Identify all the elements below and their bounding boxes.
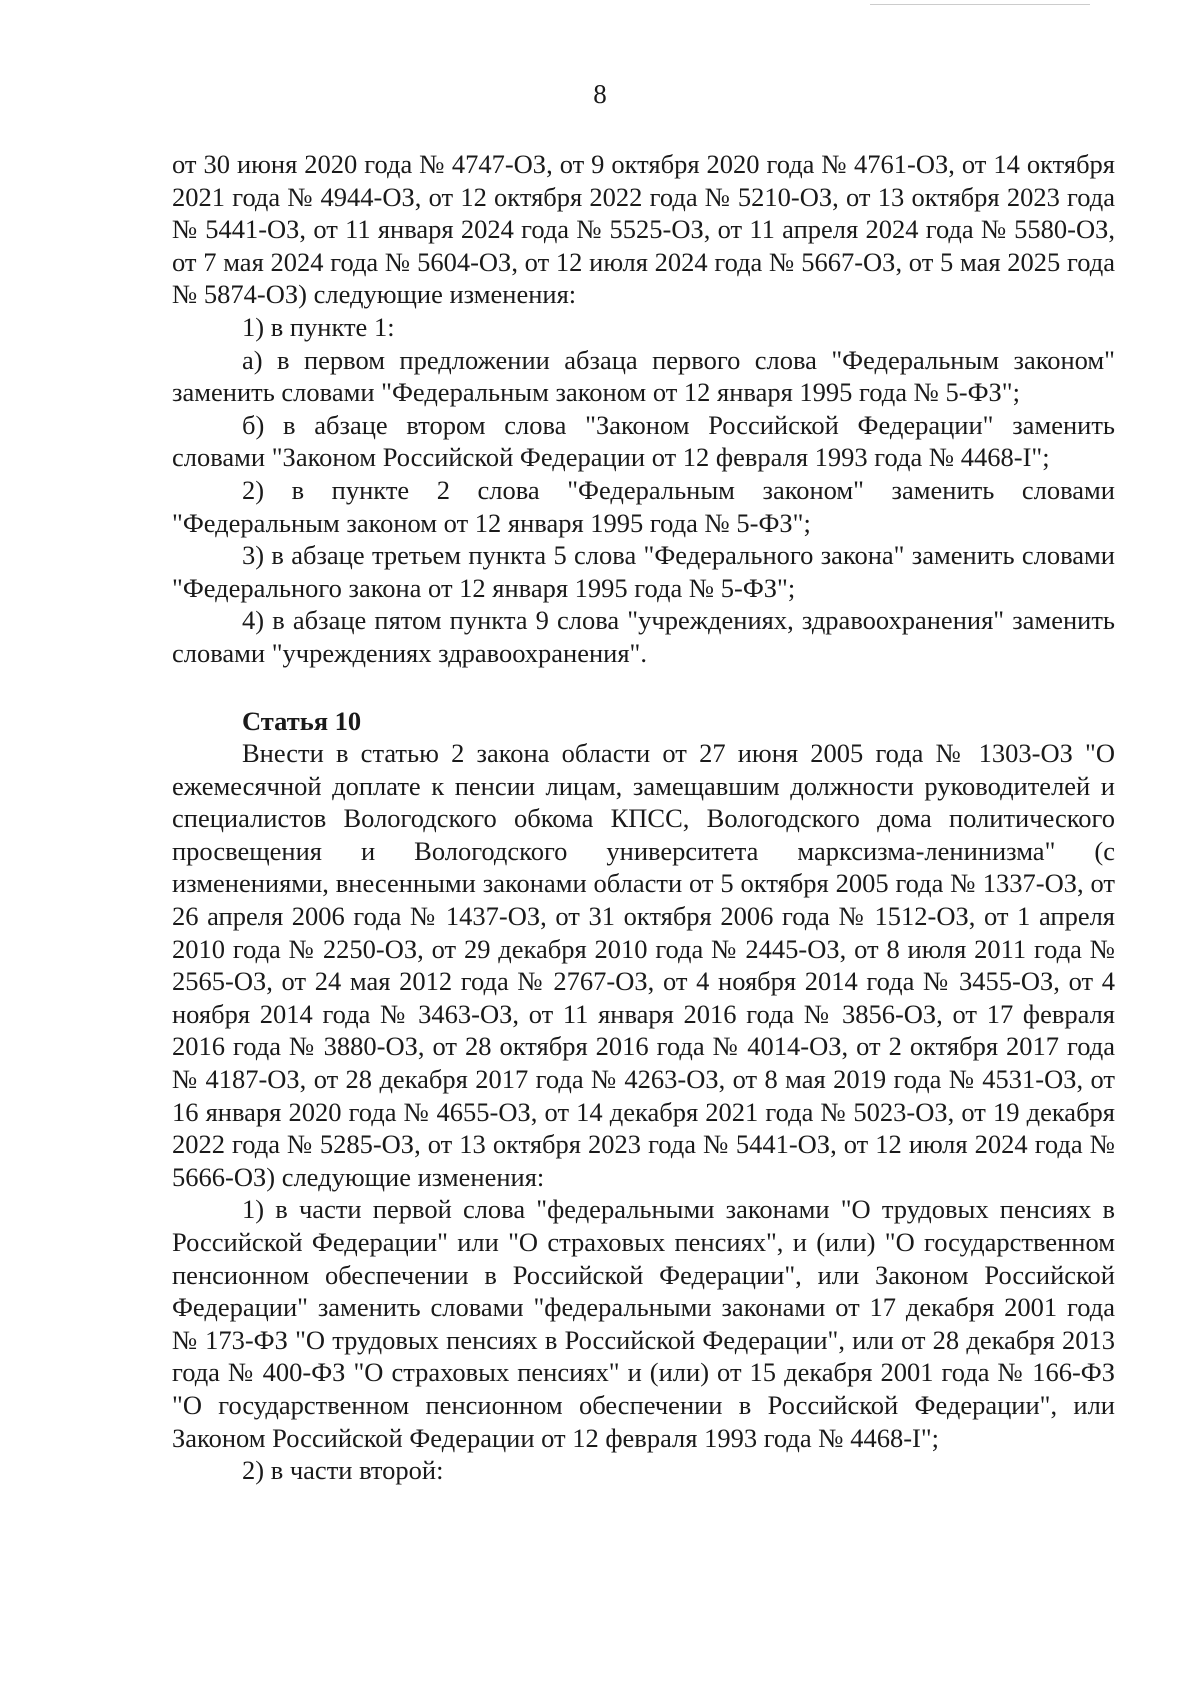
list-item-1b: б) в абзаце втором слова "Законом Российской Федерации" заменить словами "Законом Российской Федерации от 12 февраля 1993 года № 4468-I"; [172,409,1115,473]
paragraph-continuation: от 30 июня 2020 года № 4747-ОЗ, от 9 октября 2020 года № 4761-ОЗ, от 14 октября 2021 года № 4944-ОЗ, от 12 октября 2022 года № 5210-ОЗ, от 13 октября 2023 года № 5441-ОЗ, от 11 января 2024 года № 5525-ОЗ, от 11 апреля 2024 года № 5580-ОЗ, от 7 мая 2024 года № 5604-ОЗ, от 12 июля 2024 года № 5667-ОЗ, от 5 мая 2025 года № 5874-ОЗ) следующие изменения: [172,149,1115,310]
article-item-1: 1) в части первой слова "федеральными законами "О трудовых пенсиях в Российской Федерации" или "О страховых пенсиях", и (или) "О государственном пенсионном обеспечении в Российской Федерации", или Законом Российской Федерации" заменить словами "федеральными законами от 17 декабря 2001 года № 173-ФЗ "О трудовых пенсиях в Российской Федерации", или от 28 декабря 2013 года № 400-ФЗ "О страховых пенсиях" и (или) от 15 декабря 2001 года № 166-ФЗ "О государственном пенсионном обеспечении в Российской Федерации", или Законом Российской Федерации от 12 февраля 1993 года № 4468-I"; [172,1194,1115,1453]
list-item-2: 2) в пункте 2 слова "Федеральным законом" заменить словами "Федеральным законом от 12 января 1995 года № 5-ФЗ"; [172,474,1115,538]
article-heading: Статья 10 [242,705,362,736]
scan-edge-mark [870,0,1090,5]
page-number: 8 [593,79,607,109]
article-intro-paragraph: Внести в статью 2 закона области от 27 июня 2005 года № 1303-ОЗ "О ежемесячной доплате к пенсии лицам, замещавшим должности руководителей и специалистов Вологодского обкома КПСС, Вологодского дома политического просвещения и Вологодского университета марксизма-ленинизма" (с изменениями, внесенными законами области от 5 октября 2005 года № 1337-ОЗ, от 26 апреля 2006 года № 1437-ОЗ, от 31 октября 2006 года № 1512-ОЗ, от 1 апреля 2010 года № 2250-ОЗ, от 29 декабря 2010 года № 2445-ОЗ, от 8 июля 2011 года № 2565-ОЗ, от 24 мая 2012 года № 2767-ОЗ, от 4 ноября 2014 года № 3455-ОЗ, от 4 ноября 2014 года № 3463-ОЗ, от 11 января 2016 года № 3856-ОЗ, от 17 февраля 2016 года № 3880-ОЗ, от 28 октября 2016 года № 4014-ОЗ, от 2 октября 2017 года № 4187-ОЗ, от 28 декабря 2017 года № 4263-ОЗ, от 8 мая 2019 года № 4531-ОЗ, от 16 января 2020 года № 4655-ОЗ, от 14 декабря 2021 года № 5023-ОЗ, от 19 декабря 2022 года № 5285-ОЗ, от 13 октября 2023 года № 5441-ОЗ, от 12 июля 2024 года № 5666-ОЗ) следующие изменения: [172,738,1115,1192]
article-item-2: 2) в части второй: [242,1455,444,1486]
list-item-1: 1) в пункте 1: [242,311,395,342]
document-body [172,148,1115,1487]
list-item-1a: а) в первом предложении абзаца первого слова "Федеральным законом" заменить словами "Федеральным законом от 12 января 1995 года № 5-ФЗ"; [172,344,1115,408]
list-item-3: 3) в абзаце третьем пункта 5 слова "Федерального закона" заменить словами "Федерального закона от 12 января 1995 года № 5-ФЗ"; [172,540,1115,603]
list-item-4: 4) в абзаце пятом пункта 9 слова "учреждениях, здравоохранения" заменить словами "учреждениях здравоохранения". [172,605,1115,668]
